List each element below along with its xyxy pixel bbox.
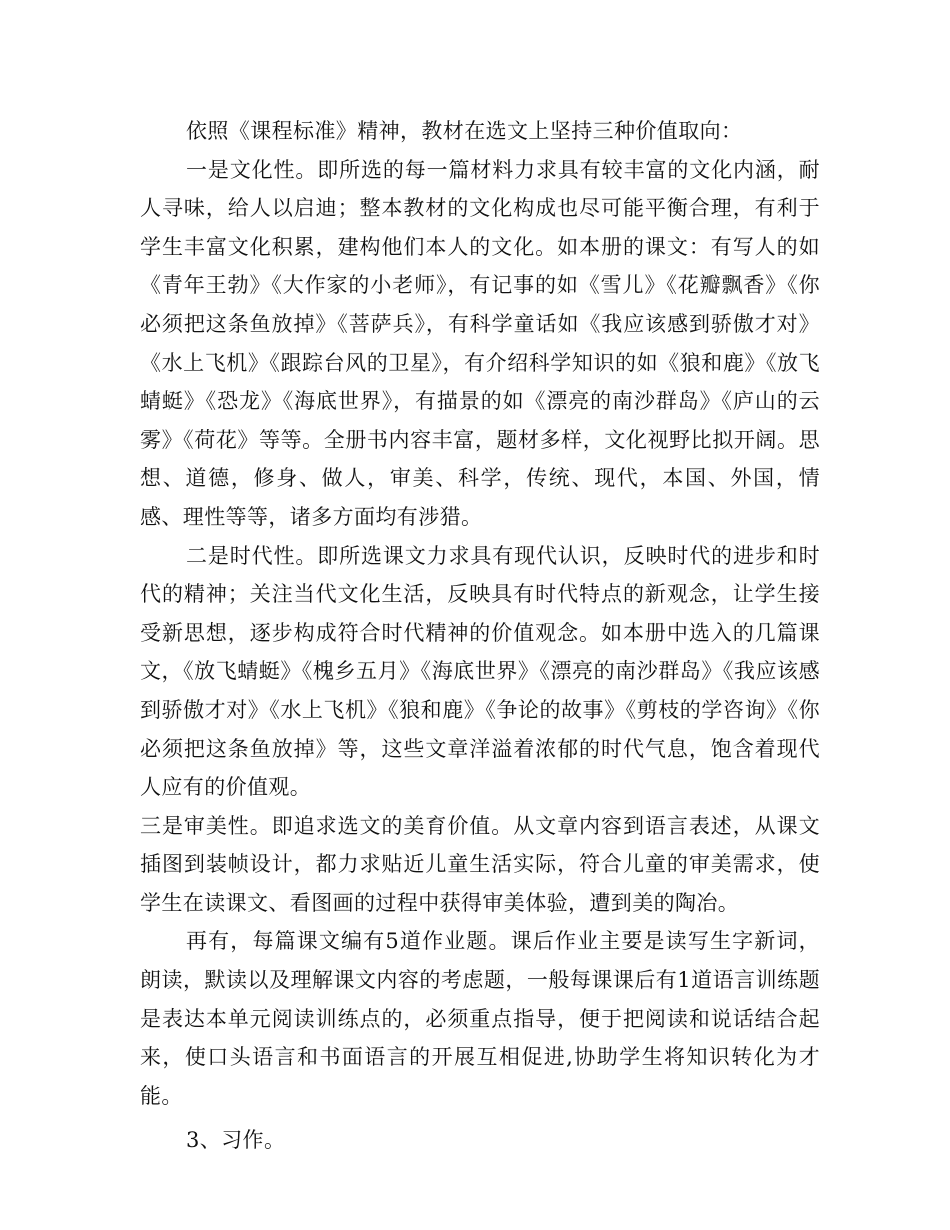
paragraph-aesthetic: 三是审美性。即追求选文的美育价值。从文章内容到语言表述，从课文插图到装帧设计，都力求贴近儿童生活实际，符合儿童的审美需求，使学生在读课文、看图画的过程中获得审美体验，遭到美的陶冶。 [140, 813, 820, 915]
paragraph-era: 二是时代性。即所选课文力求具有现代认识，反映时代的进步和时代的精神；关注当代文化生活，反映具有时代特点的新观念，让学生接受新思想，逐步构成符合时代精神的价值观念。如本册中选入的几篇课文，《放飞蜻蜓》《槐乡五月》《海底世界》《漂亮的南沙群岛》《我应该感到骄傲才对》《水上飞机》《狼和鹿》《争论的故事》《剪枝的学咨询》《你必须把这条鱼放掉》等，这些文章洋溢着浓郁的时代气息，饱含着现代人应有的价值观。 [140, 543, 820, 800]
document-page [140, 112, 820, 1160]
paragraph-culture: 一是文化性。即所选的每一篇材料力求具有较丰富的文化内涵，耐人寻味，给人以启迪；整本教材的文化构成也尽可能平衡合理，有利于学生丰富文化积累，建构他们本人的文化。如本册的课文：有写人的如《青年王勃》《大作家的小老师》，有记事的如《雪儿》《花瓣飘香》《你必须把这条鱼放掉》《菩萨兵》，有科学童话如《我应该感到骄傲才对》《水上飞机》《跟踪台风的卫星》，有介绍科学知识的如《狼和鹿》《放飞蜻蜓》《恐龙》《海底世界》，有描景的如《漂亮的南沙群岛》《庐山的云雾》《荷花》等等。全册书内容丰富，题材多样，文化视野比拟开阔。思想、道德，修身、做人，审美、科学，传统、现代，本国、外国，情感、理性等等，诸多方面均有涉猎。 [140, 157, 820, 529]
paragraph-exercises: 再有，每篇课文编有5道作业题。课后作业主要是读写生字新词，朗读，默读以及理解课文内容的考虑题，一般每课课后有1道语言训练题是表达本单元阅读训练点的，必须重点指导，便于把阅读和说话结合起来，使口头语言和书面语言的开展互相促进,协助学生将知识转化为才能。 [140, 929, 820, 1108]
paragraph-intro: 依照《课程标准》精神，教材在选文上坚持三种价值取向： [186, 119, 743, 143]
section-heading-writing: 3、习作。 [186, 1128, 286, 1153]
